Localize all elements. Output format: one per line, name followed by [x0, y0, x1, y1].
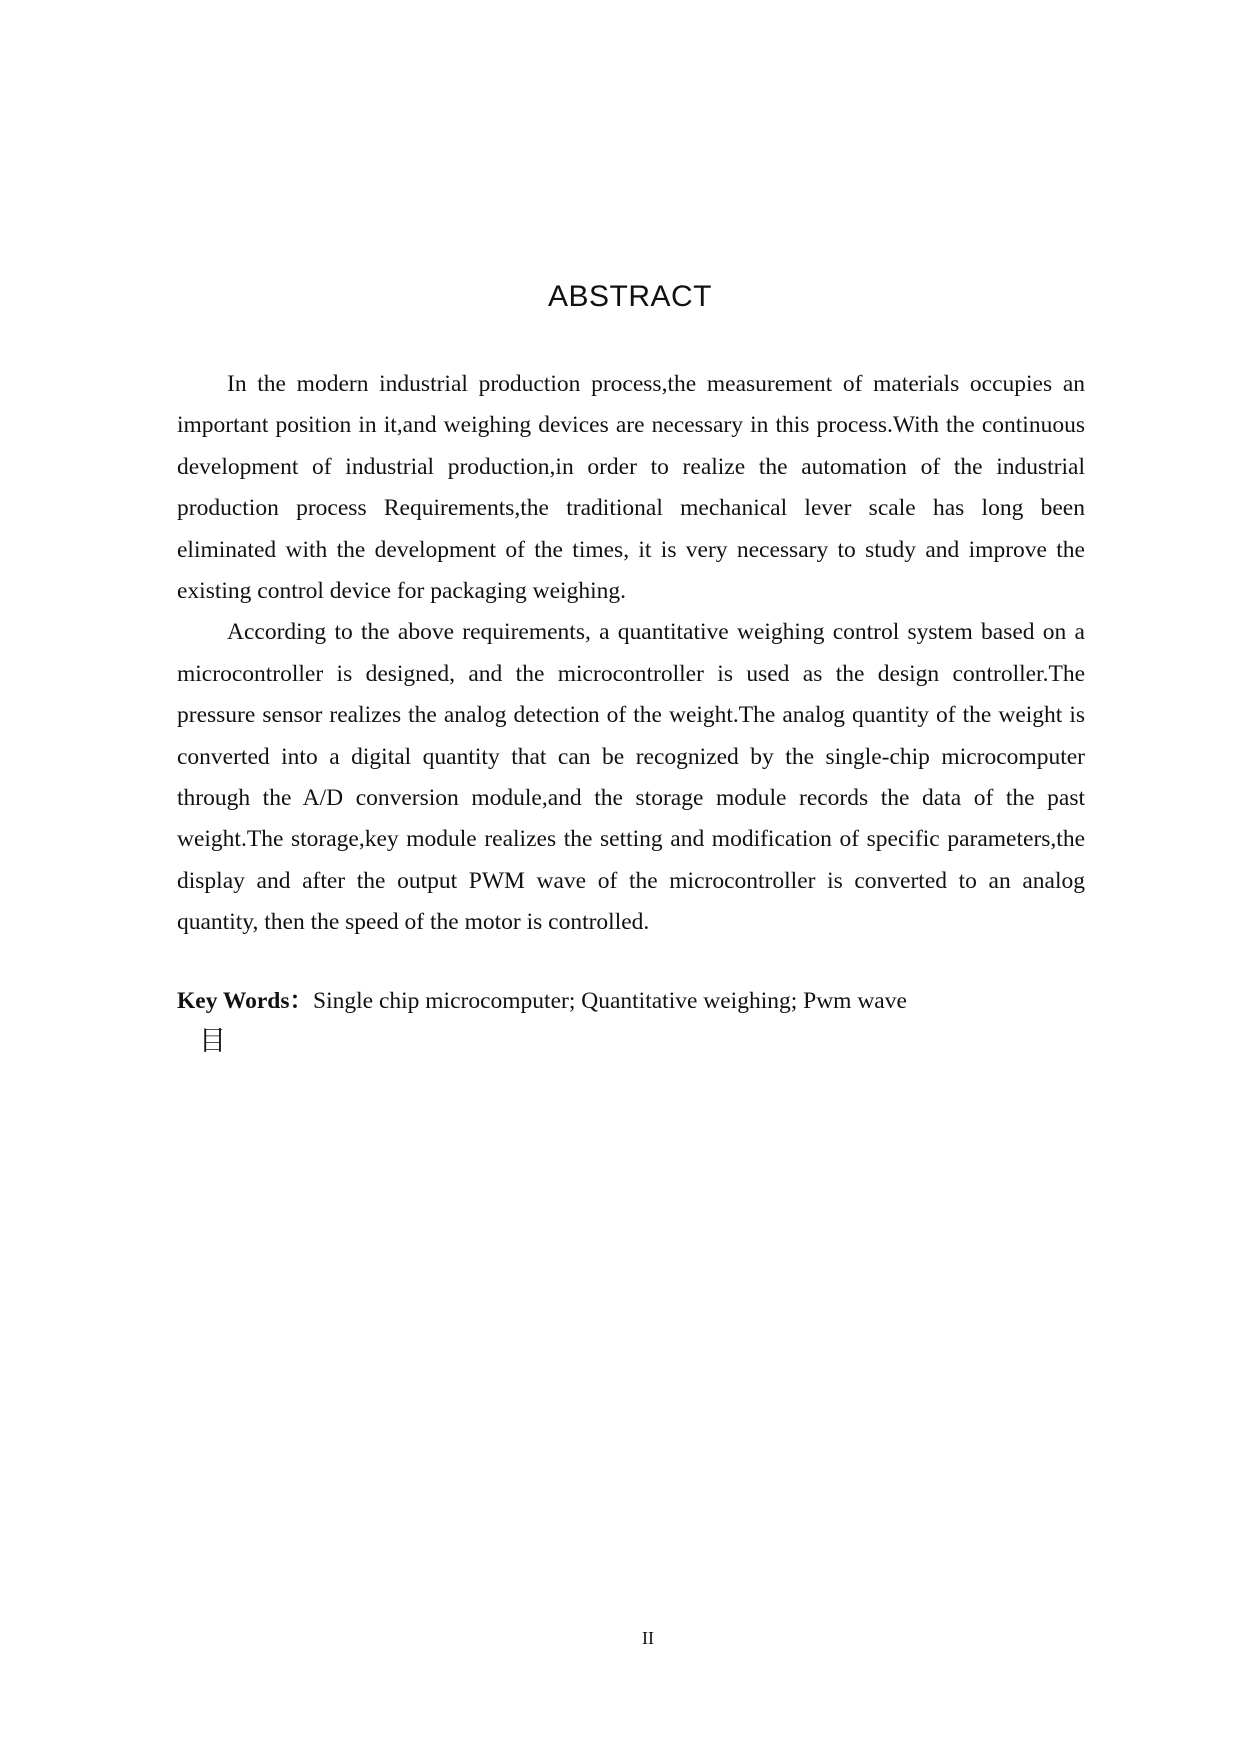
- abstract-body: [177, 364, 1085, 944]
- keywords-line: [177, 982, 1097, 1020]
- abstract-paragraph-2: According to the above requirements, a quantitative weighing control system based on a microcontroller is designed, and the microcontroller is used as the design controller.The pressure sensor realizes the analog detection of the weight.The analog quantity of the weight is converted into a digital quantity that can be recognized by the single-chip microcomputer through the A/D conversion module,and the storage module records the data of the past weight.The storage,key module realizes the setting and modification of specific parameters,the display and after the output PWM wave of the microcontroller is converted to an analog quantity, then the speed of the motor is controlled.: [177, 619, 1085, 936]
- keywords-separator: ：: [289, 988, 314, 1014]
- abstract-paragraph-1: In the modern industrial production process,the measurement of materials occupies an important position in it,and weighing devices are necessary in this process.With the continuous development of industrial production,in order to realize the automation of the industrial production process Requirements,the traditional mechanical lever scale has long been eliminated with the development of the times, it is very necessary to study and improve the existing control device for packaging weighing.: [177, 371, 1085, 605]
- abstract-title: ABSTRACT: [547, 280, 713, 313]
- page-number: II: [642, 1628, 654, 1648]
- keywords-label: Key Words: [177, 988, 290, 1014]
- keywords-text: Single chip microcomputer; Quantitative weighing; Pwm wave: [313, 988, 907, 1014]
- toc-heading-fragment: 目: [199, 1026, 226, 1057]
